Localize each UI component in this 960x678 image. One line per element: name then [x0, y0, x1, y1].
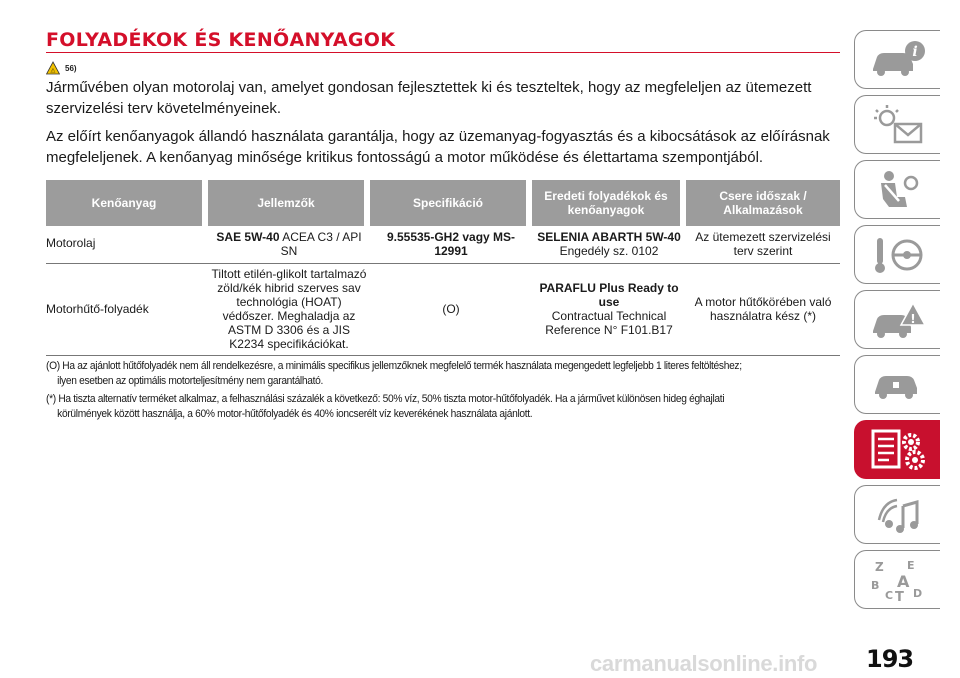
sidebar-tab-multimedia[interactable]: [854, 485, 940, 544]
intro-paragraph-1: Járművében olyan motorolaj van, amelyet gondosan fejlesztettek ki és teszteltek, hogy az megfeleljen az ütemezett szervizelési terv követelményeinek.: [46, 79, 812, 117]
original-bold: PARAFLU Plus Ready to use: [539, 281, 679, 309]
original-rest: Contractual Technical Reference N° F101.B17: [545, 309, 673, 337]
table-header-row: [46, 180, 840, 226]
svg-text:!: !: [909, 311, 916, 326]
sidebar-tab-technical-data[interactable]: [854, 420, 940, 479]
cell-original: [532, 264, 686, 356]
header-original-fluids: Eredeti folyadékok és kenőanyagok: [532, 180, 686, 226]
multimedia-icon: [867, 492, 929, 538]
footnotes: [46, 359, 840, 422]
index-letter: D: [912, 586, 922, 600]
main-content: [46, 28, 840, 422]
warning-ref-number: 56): [65, 63, 77, 73]
char-bold: SAE 5W-40: [216, 230, 280, 244]
index-letter: E: [906, 558, 915, 572]
sidebar-tab-safety[interactable]: [854, 160, 940, 219]
chapter-sidebar: [854, 30, 940, 615]
header-lubricant: Kenőanyag: [46, 180, 208, 226]
footnote-asterisk-line1: (*) Ha tiszta alternatív terméket alkalmaz, a felhasználási százalék a következő: 50% víz, 50% tiszta motor-hűtőfolyadék. Ha a járművet különösen hideg éghajlati: [46, 393, 725, 405]
sidebar-tab-starting-driving[interactable]: [854, 225, 940, 284]
intro-paragraph-2: Az előírt kenőanyagok állandó használata garantálja, hogy az üzemanyag-fogyasztás és a kibocsátások az előírásnak megfeleljenek. A kenőanyag minősége kritikus fontosságú a motor működése és élettartama szempontjából.: [46, 128, 830, 166]
cell-lubricant: Motorolaj: [46, 226, 208, 264]
cell-characteristics: [208, 226, 370, 264]
warning-triangle-icon: [46, 61, 60, 75]
sidebar-tab-index[interactable]: [854, 550, 940, 609]
page-number: 193: [866, 645, 914, 673]
breakdown-warning-icon: [867, 297, 929, 343]
svg-text:⚠: ⚠: [50, 67, 56, 75]
cell-interval: A motor hűtőkörében való használatra kész (*): [686, 264, 840, 356]
header-specification: Specifikáció: [370, 180, 532, 226]
footnote-o-line2: ilyen esetben az optimális motorteljesítmény nem garantálható.: [57, 375, 324, 387]
index-letter: A: [896, 571, 909, 591]
index-letter: T: [894, 589, 904, 603]
footnote-asterisk: [46, 392, 846, 422]
title-underline: [46, 52, 840, 53]
footnote-o: [46, 359, 846, 389]
technical-data-icon: [867, 427, 929, 473]
index-letter: Z: [874, 559, 884, 574]
original-bold: SELENIA ABARTH 5W-40: [537, 230, 681, 244]
index-letter: C: [884, 588, 893, 602]
cell-lubricant: Motorhűtő-folyadék: [46, 264, 208, 356]
original-rest: Engedély sz. 0102: [559, 244, 659, 258]
cell-characteristics: Tiltott etilén-glikolt tartalmazó zöld/kék hibrid szerves sav technológia (HOAT) védőszer. Meghaladja az ASTM D 3306 és a JIS K2234 specifikációkat.: [208, 264, 370, 356]
watermark: carmanualsonline.info: [590, 651, 818, 676]
footnote-o-line1: (O) Ha az ajánlott hűtőfolyadék nem áll rendelkezésre, a minimális specifikus jellemzőknek megfelelő termék használata megengedett legfeljebb 1 literes feltöltéshez;: [46, 360, 742, 372]
key-steering-wheel-icon: [867, 232, 929, 278]
char-rest: ACEA C3 / API SN: [279, 230, 362, 258]
car-service-icon: [867, 362, 929, 408]
index-letter: B: [870, 578, 879, 592]
cell-specification: (O): [370, 264, 532, 356]
svg-text:i: i: [911, 43, 918, 60]
header-change-interval: Csere időszak / Alkalmazások: [686, 180, 840, 226]
page-title: FOLYADÉKOK ÉS KENŐANYAGOK: [46, 29, 396, 51]
header-characteristics: Jellemzők: [208, 180, 370, 226]
sidebar-tab-emergency[interactable]: [854, 290, 940, 349]
table-row: [46, 264, 840, 356]
sidebar-tab-car-info[interactable]: [854, 30, 940, 89]
warning-reference: [46, 61, 840, 75]
sidebar-tab-warning-lights[interactable]: [854, 95, 940, 154]
car-info-icon: [867, 37, 929, 83]
warning-lights-message-icon: [867, 102, 929, 148]
cell-interval: Az ütemezett szervizelési terv szerint: [686, 226, 840, 264]
footnote-asterisk-line2: körülmények között használja, a 60% motor-hűtőfolyadék és 40% ioncserélt víz keverékének használata ajánlott.: [57, 408, 533, 420]
cell-original: [532, 226, 686, 264]
table-row: [46, 226, 840, 264]
alphabetical-index-icon: [867, 557, 929, 603]
lubricant-table: [46, 180, 840, 356]
sidebar-tab-maintenance[interactable]: [854, 355, 940, 414]
cell-specification: 9.55535-GH2 vagy MS-12991: [370, 226, 532, 264]
seat-airbag-icon: [867, 167, 929, 213]
